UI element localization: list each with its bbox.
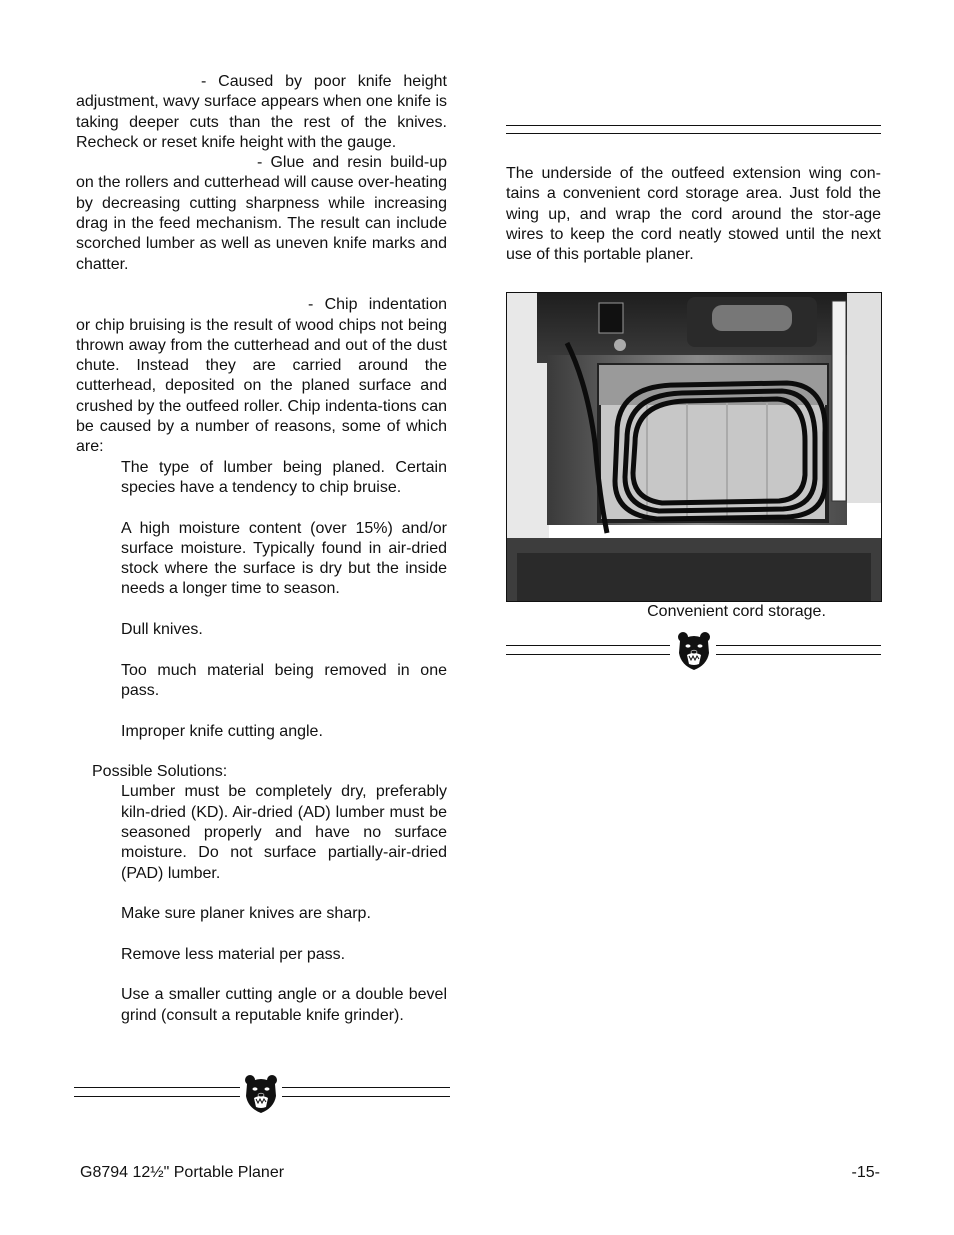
- reason-item: Improper knife cutting angle.: [121, 722, 323, 740]
- section-divider-left: [506, 645, 670, 655]
- section-divider-right: [282, 1087, 450, 1097]
- bear-head-icon: [244, 1074, 278, 1114]
- paragraph-chip-indentation: - Chip indentation or chip bruising is the result of wood chips not being thrown away from the cutterhead and out of the dust chute. Instead they are carried around the cutterhead, deposited on the planed surface and crushed by the outfeed roller. Chip indenta-tions can be caused by a number of reasons, some of which are:: [76, 296, 447, 456]
- section-header-rule: [506, 125, 881, 134]
- reason-item: The type of lumber being planed. Certain species have a tendency to chip bruise.: [121, 458, 447, 496]
- cord-storage-photo: [506, 292, 882, 602]
- footer-model-title: G8794 12½" Portable Planer: [80, 1164, 285, 1181]
- paragraph-knife-height: - Caused by poor knife height adjustment, wavy surface appears when one knife is taking deeper cuts than the rest of the knives. Recheck or reset knife height with the gauge.: [76, 73, 447, 151]
- solution-item: Use a smaller cutting angle or a double bevel grind (consult a reputable knife grinder).: [121, 986, 447, 1024]
- section-divider-right: [716, 645, 881, 655]
- reason-item: A high moisture content (over 15%) and/or surface moisture. Typically found in air-dried stock where the surface is dry but the inside needs a longer time to season.: [121, 519, 447, 598]
- paragraph-cord-storage: The underside of the outfeed extension wing con-tains a convenient cord storage area. Just fold the wing up, and wrap the cord around the stor-age wires to keep the cord neatly stowed until the next use of this portable planer.: [506, 165, 881, 264]
- photo-caption: Convenient cord storage.: [647, 603, 826, 620]
- solution-item: Remove less material per pass.: [121, 945, 346, 963]
- footer-page-number: -15-: [851, 1164, 880, 1181]
- solution-item: Make sure planer knives are sharp.: [121, 905, 371, 923]
- right-column: [506, 164, 881, 265]
- solutions-heading: Possible Solutions:: [92, 763, 228, 781]
- solution-item: Lumber must be completely dry, preferably kiln-dried (KD). Air-dried (AD) lumber must be seasoned properly and have no surface moisture. Do not surface partially-air-dried (PAD) lumber.: [121, 783, 447, 882]
- bear-head-icon: [677, 631, 711, 671]
- section-divider-left: [74, 1087, 240, 1097]
- reason-item: Too much material being removed in one pass.: [121, 661, 447, 699]
- left-column: [76, 72, 447, 1026]
- reason-item: Dull knives.: [121, 621, 203, 639]
- paragraph-glue-resin: - Glue and resin build-up on the rollers and cutterhead will cause over-heating by decreasing cutting sharpness while increasing drag in the feed mechanism. The result can include scorched lumber as well as uneven knife marks and chatter.: [76, 154, 447, 273]
